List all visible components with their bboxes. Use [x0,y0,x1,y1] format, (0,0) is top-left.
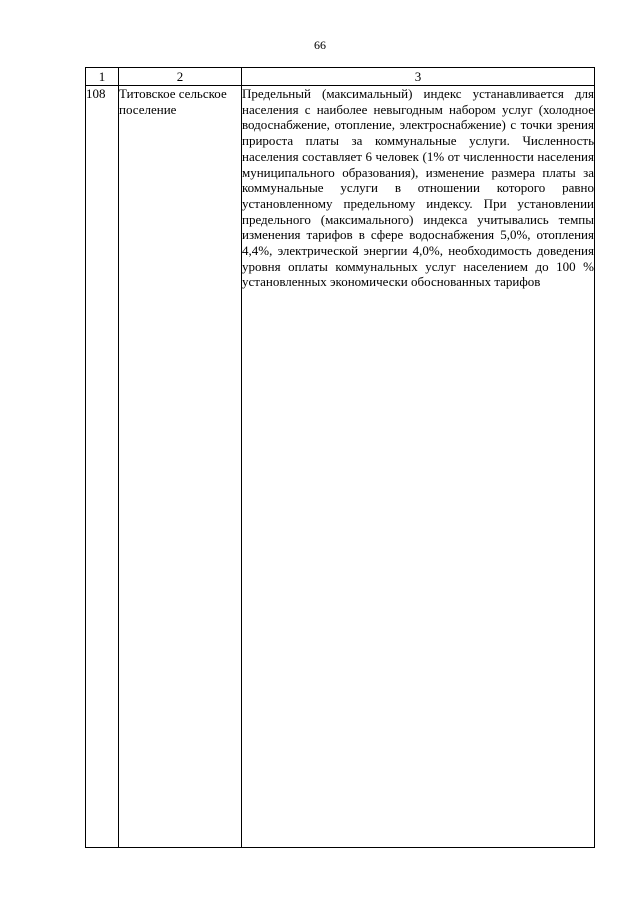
column-header-3: 3 [242,68,595,86]
index-description: Предельный (максимальный) индекс устанавливается для населения с наиболее невыгодным набором услуг (холодное водоснабжение, отопление, электроснабжение) с точки зрения прироста платы за коммунальные услуги. Численность населения составляет 6 человек (1% от численности населения муниципального образования), изменение размера платы за коммунальные услуги в отношении которого равно установленному предельному индексу. При установлении предельного (максимального) индекса учитывались темпы изменения тарифов в сфере водоснабжения 5,0%, отопления 4,4%, электрической энергии 4,0%, необходимость доведения уровня оплаты коммунальных услуг населением до 100 % установленных экономически обоснованных тарифов [242,86,595,848]
column-header-1: 1 [86,68,119,86]
row-number: 108 [86,86,119,848]
column-header-2: 2 [119,68,242,86]
table-header-row [86,68,595,86]
page-number: 66 [314,38,326,52]
settlement-name: Титовское сельское поселение [119,86,242,848]
data-table [85,67,595,848]
table-row [86,86,595,848]
